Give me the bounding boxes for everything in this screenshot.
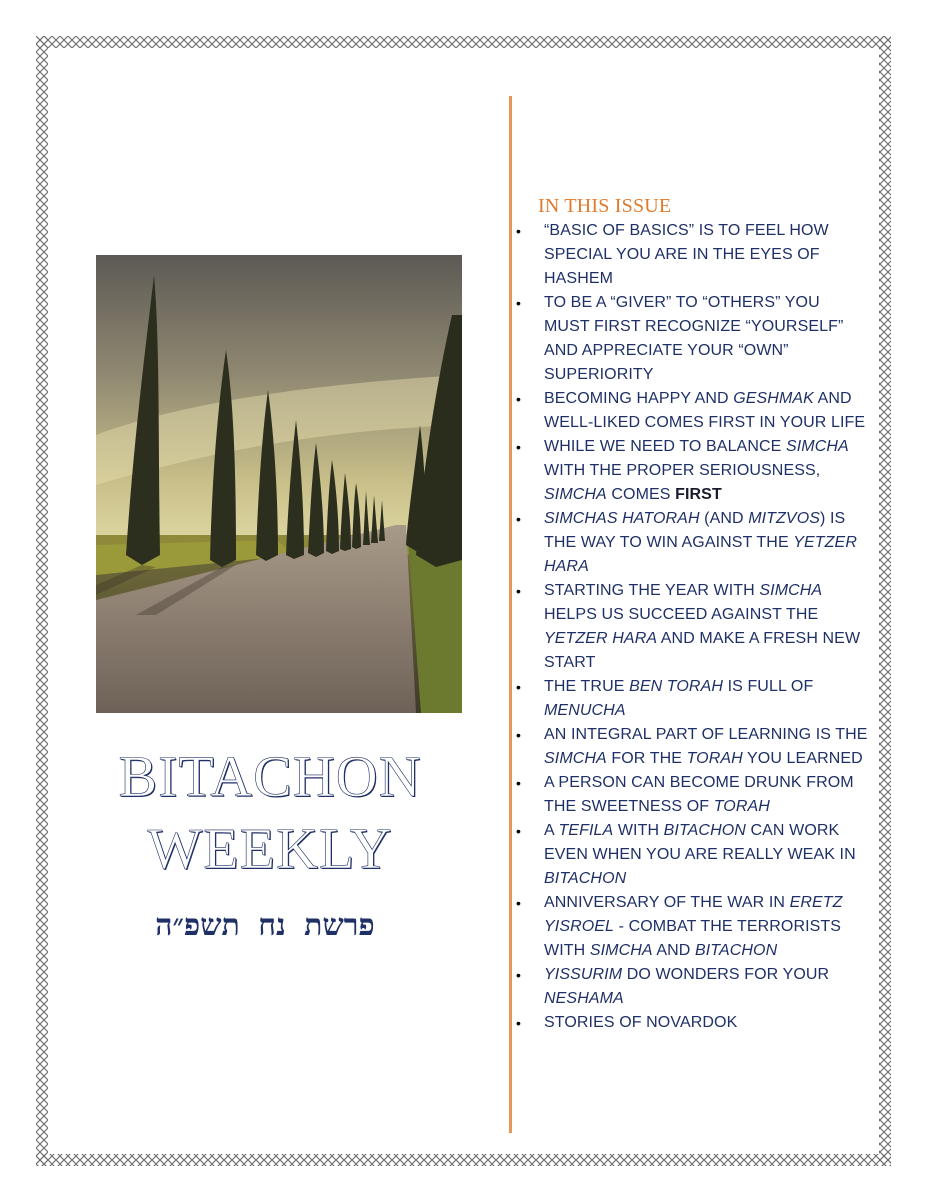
- issue-list-item: [516, 819, 868, 891]
- bullet-dot-icon: •: [516, 679, 522, 695]
- bullet-dot-icon: •: [516, 295, 522, 311]
- issue-item-text: CAN WORK EVEN WHEN YOU ARE REALLY WEAK IN: [544, 822, 856, 863]
- issue-item-text: FOR THE: [606, 750, 687, 767]
- issue-item-text: SIMCHAS HATORAH: [544, 510, 700, 527]
- issue-item-text: FIRST: [675, 486, 722, 503]
- issue-list-item: [516, 891, 868, 963]
- issue-item-text: SIMCHA: [544, 486, 607, 503]
- issue-list: [516, 219, 868, 1035]
- issue-item-text: YOU LEARNED: [742, 750, 863, 767]
- issue-item-text: YETZER HARA: [544, 630, 658, 647]
- issue-list-item: [516, 387, 868, 435]
- issue-item-text: BEN TORAH: [629, 678, 724, 695]
- issue-item-text: IS FULL OF: [723, 678, 814, 695]
- issue-list-item: [516, 1011, 868, 1035]
- bullet-dot-icon: •: [516, 223, 522, 239]
- bullet-dot-icon: •: [516, 823, 522, 839]
- newsletter-title-line-1: BITACHON: [118, 744, 422, 809]
- issue-item-text: ANNIVERSARY OF THE WAR IN: [544, 894, 790, 911]
- issue-item-text: WITH: [613, 822, 664, 839]
- issue-item-text: YISSURIM: [544, 966, 623, 983]
- issue-list-item: [516, 963, 868, 1011]
- cover-photo-cypress-road: [96, 255, 462, 713]
- issue-item-text: AN INTEGRAL PART OF LEARNING IS THE: [544, 726, 868, 743]
- issue-item-text: SIMCHA: [759, 582, 823, 599]
- issue-list-item: [516, 723, 868, 771]
- bullet-dot-icon: •: [516, 511, 522, 527]
- issue-item-text: HELPS US SUCCEED AGAINST THE: [544, 606, 819, 623]
- issue-item-text: SIMCHA: [785, 438, 849, 455]
- issue-item-text: ) IS THE WAY TO WIN AGAINST THE: [544, 510, 846, 551]
- issue-item-text: STARTING THE YEAR WITH: [544, 582, 760, 599]
- issue-item-text: TORAH: [686, 750, 743, 767]
- issue-item-text: WHILE WE NEED TO BALANCE: [544, 438, 786, 455]
- issue-item-text: COMES: [606, 486, 676, 503]
- in-this-issue-heading: IN THIS ISSUE: [538, 195, 672, 217]
- issue-list-item: [516, 771, 868, 819]
- issue-item-text: TORAH: [713, 798, 770, 815]
- bullet-dot-icon: •: [516, 727, 522, 743]
- issue-item-text: A: [544, 822, 559, 839]
- issue-list-item: [516, 579, 868, 675]
- bullet-dot-icon: •: [516, 895, 522, 911]
- issue-item-text: STORIES OF NOVARDOK: [544, 1014, 738, 1031]
- issue-item-text: MITZVOS: [748, 510, 821, 527]
- bullet-dot-icon: •: [516, 391, 522, 407]
- issue-item-text: TO BE A “GIVER” TO “OTHERS” YOU MUST FIRST RECOGNIZE “YOURSELF” AND APPRECIATE YOUR “OWN” SUPERIORITY: [544, 294, 844, 383]
- newsletter-title-line-2: WEEKLY: [147, 816, 393, 881]
- issue-item-text: TEFILA: [558, 822, 614, 839]
- issue-item-text: BITACHON: [544, 870, 627, 887]
- issue-item-text: DO WONDERS FOR YOUR: [622, 966, 830, 983]
- bullet-dot-icon: •: [516, 1015, 522, 1031]
- issue-item-text: (AND: [699, 510, 749, 527]
- issue-item-text: GESHMAK: [733, 390, 814, 407]
- bullet-dot-icon: •: [516, 439, 522, 455]
- issue-item-text: BITACHON: [663, 822, 746, 839]
- issue-item-text: NESHAMA: [544, 990, 624, 1007]
- issue-list-item: [516, 435, 868, 507]
- issue-list-item: [516, 219, 868, 291]
- column-divider: [509, 96, 512, 1133]
- issue-item-text: - COMBAT THE TERRORISTS WITH: [544, 918, 842, 959]
- issue-item-text: A PERSON CAN BECOME DRUNK FROM THE SWEETNESS OF: [544, 774, 854, 815]
- issue-item-text: ERETZ YISROEL: [544, 894, 843, 935]
- issue-item-text: “BASIC OF BASICS” IS TO FEEL HOW SPECIAL YOU ARE IN THE EYES OF HASHEM: [544, 222, 829, 287]
- bullet-dot-icon: •: [516, 583, 522, 599]
- issue-item-text: MENUCHA: [544, 702, 626, 719]
- issue-item-text: AND: [652, 942, 695, 959]
- issue-item-text: WITH THE PROPER SERIOUSNESS,: [544, 462, 821, 479]
- parsha-subtitle: פרשת נח תשפ״ה: [155, 908, 375, 943]
- issue-item-text: SIMCHA: [589, 942, 653, 959]
- issue-item-text: YETZER HARA: [544, 534, 857, 575]
- issue-item-text: AND MAKE A FRESH NEW START: [544, 630, 861, 671]
- bullet-dot-icon: •: [516, 967, 522, 983]
- issue-item-text: BECOMING HAPPY AND: [544, 390, 734, 407]
- issue-item-text: BITACHON: [694, 942, 778, 959]
- issue-list-item: [516, 507, 868, 579]
- issue-list-item: [516, 675, 868, 723]
- bullet-dot-icon: •: [516, 775, 522, 791]
- issue-item-text: AND WELL-LIKED COMES FIRST IN YOUR LIFE: [544, 390, 866, 431]
- issue-item-text: THE TRUE: [544, 678, 630, 695]
- issue-item-text: SIMCHA: [544, 750, 607, 767]
- issue-list-item: [516, 291, 868, 387]
